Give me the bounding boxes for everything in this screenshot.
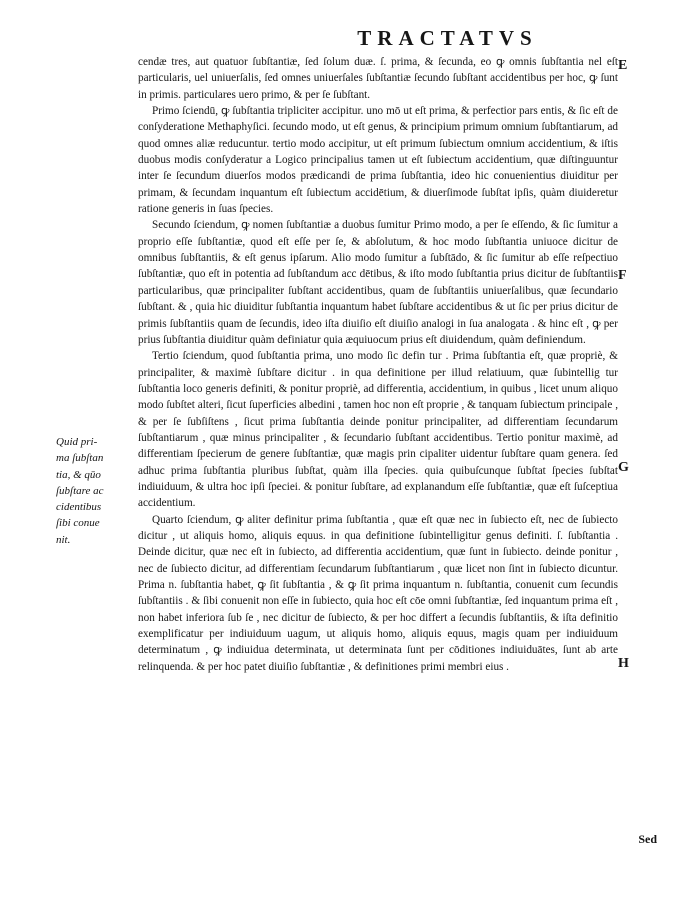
margin-marker-h: H xyxy=(618,656,629,671)
marginal-note-line: tia, & qūo xyxy=(56,468,101,481)
paragraph-secundo: Secundo ſciendum, ꝙ nomen ſubſtantiæ a duobus ſumitur Primo modo, a per ſe eſſendo, & ſic ſumitur a proprio eſſe ſubſtantiæ, quod eſt eſſe per ſe, & abſolutum, & hoc modo ſubſtantia uniuoce dicitur de omnibus ſubſtantiis, & eſt genus ipſarum. Alio modo ſumitur a ſubſtādo, & ſic ſumitur ab eſſe reſpectiuo ſubſtantiæ, quo eſt in potentia ad ſubſtandum acc dētibus, & iſto modo ſubſtantia prius dicitur de ſubſtantiis particularibus, quæ principaliter ſubſtant accidentibus, quam de ſubſtantiis uniuerſalibus, quæ ſecundario ſubſtant. & , quia hic diuiditur ſubſtantia inquantum habet ſubſtare accidentibus & ut ſic per prius dicitur de primis ſubſtantiis quam de ſecundis, ideo iſta diuiſio eſt diuiſio analogi in ſua analogata . & hinc eſt , ꝙ per prius ſubſtantia diuiditur quàm definiatur quia æquiuocum prius eſt diuidendum, quàm definiendum. xyxy=(138,219,618,346)
paragraph-quarto: Quarto ſciendum, ꝙ aliter definitur prima ſubſtantia , quæ eſt quæ nec in ſubiecto eſt, nec de ſubiecto dicitur , ut aliquis homo, aliquis equus. in qua definitione ſubintelligitur genus definiti. ſ. ſubſtantia . Deinde dicitur, quæ nec eſt in ſubiecto, ad differentia accidentium, quæ ſunt in ſubiecto. deinde ponitur , nec de ſubiecto dicitur, ad differentiam ſecundarum ſubſtantiarum , quæ licet non ſint in ſubiecto dicuntur. Prima n. ſubſtantia habet, ꝙ ſit ſubſtantia , & ꝙ ſit prima inquantum n. ſubſtantia, conuenit cum ſecundis ſubſtantiis . & ſibi conuenit non eſſe in ſubiecto, quia hoc eſt cōe omni ſubſtantiæ, ſed inquantum prima eſt , non habet inferiora ſub ſe , nec dicitur de ſubiecto, & per hoc differt a ſecundis ſubſtantiis, & iſta definitio exemplificatur per indiuiduum uagum, ut aliquis homo, aliquis equus, magis quam per indiuiduum determinatum , ꝙ indiuidua determinata, ut determinata ſunt per cōditiones indiuiduātes, ſunt ab arte relinquenda. & per hoc patet diuiſio ſubſtantiæ , & definitiones primi membri eius . xyxy=(138,513,618,673)
margin-marker-e: E xyxy=(618,58,628,73)
marginal-note-line: nit. xyxy=(56,533,71,546)
marginal-note-line: ſubſtare ac xyxy=(56,484,104,497)
margin-marker-g: G xyxy=(618,460,629,475)
marginal-note-line: Quid pri- xyxy=(56,436,98,448)
running-header-title: TRACTATVS xyxy=(357,26,538,50)
paragraph-continuation: cendæ tres, aut quatuor ſubſtantiæ, ſed ſolum duæ. ſ. prima, & ſecunda, eo ꝙ omnis ſubſtantia nel eſt particularis, uel uniuerſalis, ſed omnes uniuerſales ſubſtantiæ ſecundo ſubſtant accidentibus per hoc, ꝙ ſunt in primis. particulares uero primo, & per ſe ſubſtant. xyxy=(138,56,618,101)
paragraph-tertio: Tertio ſciendum, quod ſubſtantia prima, uno modo ſic defin tur . Prima ſubſtantia eſt, quæ propriè, & principaliter, & maximè ſubſtare dicitur . in qua definitione per illud relatiuum, quæ ſubintellig tur ſubſtantia loco generis definiti, & ponitur propriè, ad differentia, accidentium, in quibus , licet unum aliquo modo ſubſtet alteri, ſicut ſuperficies albedini , tamen hoc non eſt proprie , & tanquam ſubiectum principale , & per ſe ſubſiſtens , ſicut prima ſubſtantia deinde ponitur principaliter, ad differentiam ſecundarum ſubſtantiarum , quæ minus principaliter , & ſecundario ſubſtant accidentibus. Tertio ponitur maximè, ad differentiam ſpecierum de genere ſubſtantiæ, quæ magis prin cipaliter uidentur ſubſtare quam genera. ſed adhuc prima ſubſtantia pluribus ſubſtat, quàm illa ſpecies. quia quibuſcunque ſubſtat ſpecies ſubſtat indiuiduum, & ultra hoc ipſi ſpeciei. & ponitur ſubſtare, ad explanandum eſſe ſubſtantiæ, quæ eſt ſuſceptiua accidentium. xyxy=(138,350,618,510)
marginal-note-line: ma ſubſtan xyxy=(56,452,104,465)
marginal-note-line: ſibi conue xyxy=(56,517,100,530)
running-header xyxy=(0,26,685,51)
main-text xyxy=(138,54,618,675)
marginal-note-line: cidentibus xyxy=(56,501,102,514)
marginal-note xyxy=(56,434,138,548)
paragraph-primo: Primo ſciendū, ꝙ ſubſtantia tripliciter accipitur. uno mō ut eſt prima, & perfectior pars entis, & ſic eſt de conſyderatione Methaphyſici. ſecundo modo, ut eſt genus, & principium primum omnium ſubſtantiarum, ad quod omnes aliæ reducuntur. tertio modo accipitur, ut eſt primum ſubiectum omnium accidentium, & iſtis duobus modis conſyderatur a Logico principalius tamen ut eſt ſubiectum accidentium, quæ diſtinguuntur inter ſe ſecundum diuerſos modos prædicandi de prima ſubſtantia, ideo hic conuenientius diuiditur per primam, & ſecundam inquantum eſt ſubiectum accidētium, & diuerſimode ſubſtat ipſis, quàm diuideretur ratione generis in ſuas ſpecies. xyxy=(138,105,618,216)
margin-marker-f: F xyxy=(618,268,627,283)
catchword: Sed xyxy=(638,832,657,846)
